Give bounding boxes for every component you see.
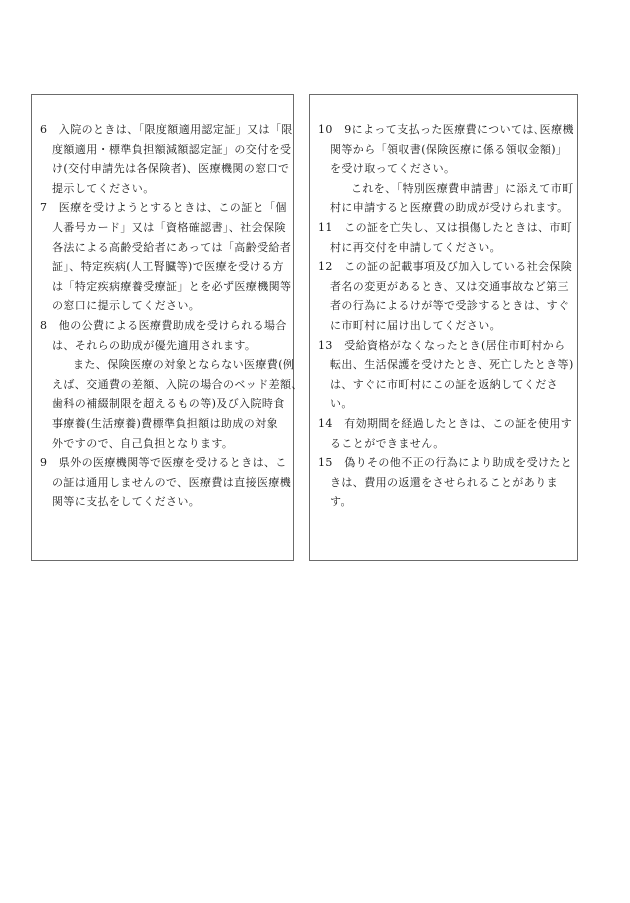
note-line: 関等に支払をしてください。 [52, 495, 201, 509]
note-item-6 [40, 120, 293, 198]
note-line: は「特定疾病療養受療証」とを必ず医療機関等 [52, 279, 292, 293]
note-line: 度額適用・標準負担額減額認定証」の交付を受 [52, 142, 292, 156]
note-line: 証」、特定疾病(人工腎臓等)で医療を受ける方 [52, 260, 284, 274]
note-item-14 [318, 414, 571, 453]
note-line: 村に申請すると医療費の助成が受けられます。 [330, 201, 569, 215]
note-line: 7 医療を受けようとするときは、この証と「個 [40, 201, 287, 215]
note-line: きは、費用の返還をさせられることがありま [330, 475, 558, 489]
note-item-8 [40, 316, 303, 453]
note-line: 各法による高齢受給者にあっては「高齢受給者 [52, 240, 292, 254]
note-line: す。 [330, 495, 352, 509]
note-line: 者の行為によるけが等で受診するときは、すぐ [330, 299, 570, 313]
note-line: に市町村に届け出してください。 [330, 318, 501, 332]
note-line: 15 偽りその他不正の行為により助成を受けたと [318, 456, 573, 470]
note-line: ることができません。 [330, 436, 445, 450]
note-line: また、保険医療の対象とならない医療費(例 [73, 358, 295, 372]
note-line: 村に再交付を申請してください。 [330, 240, 501, 254]
note-line: 6 入院のときは、「限度額適用認定証」又は「限 [40, 123, 293, 136]
note-line: 13 受給資格がなくなったとき(居住市町村から [318, 338, 566, 352]
note-line: は、すぐに市町村にこの証を返納してくださ [330, 377, 558, 391]
note-line: 8 他の公費による医療費助成を受けられる場合 [40, 318, 287, 332]
note-item-15 [318, 453, 571, 512]
notes-panel-right [309, 94, 578, 561]
note-line: 事療養(生活療養)費標準負担額は助成の対象 [52, 416, 278, 430]
note-item-13 [318, 336, 574, 414]
note-item-10 [318, 120, 574, 218]
note-line: 転出、生活保護を受けたとき、死亡したとき等) [330, 358, 574, 372]
note-item-7 [40, 198, 292, 316]
note-line: 人番号カード」又は「資格確認書」、社会保険 [52, 220, 286, 234]
note-line: 関等から「領収書(保険医療に係る領収金額)」 [330, 142, 568, 156]
note-line: 11 この証を亡失し、又は損傷したときは、市町 [318, 220, 573, 234]
note-line: い。 [330, 397, 353, 411]
note-line: 12 この証の記載事項及び加入している社会保険 [318, 260, 573, 274]
note-line: 9 県外の医療機関等で医療を受けるときは、こ [40, 456, 287, 470]
note-item-9 [40, 453, 292, 512]
note-line: を受け取ってください。 [330, 162, 456, 176]
note-item-11 [318, 218, 571, 257]
note-line: これを、「特別医療費申請書」に添えて市町 [351, 181, 574, 195]
note-line: は、それらの助成が優先適用されます。 [52, 338, 257, 352]
note-line: 者名の変更があるとき、又は交通事故など第三 [330, 279, 569, 293]
note-line: の窓口に提示してください。 [52, 299, 201, 313]
note-line: 提示してください。 [52, 181, 155, 195]
note-item-12 [318, 257, 571, 335]
note-line: け(交付申請先は各保険者)、医療機関の窓口で [52, 162, 290, 176]
notes-panel-left [31, 94, 303, 561]
note-line: 10 9によって支払った医療費については､医療機 [318, 123, 574, 136]
note-line: の証は通用しませんので、医療費は直接医療機 [52, 475, 292, 489]
note-line: 歯科の補綴制限を超えるもの等)及び入院時食 [52, 397, 285, 411]
note-line: 外ですので、自己負担となります。 [52, 436, 234, 450]
note-line: えば、交通費の差額、入院の場合のベッド差額、 [52, 377, 303, 391]
note-line: 14 有効期間を経過したときは、この証を使用す [318, 416, 573, 430]
